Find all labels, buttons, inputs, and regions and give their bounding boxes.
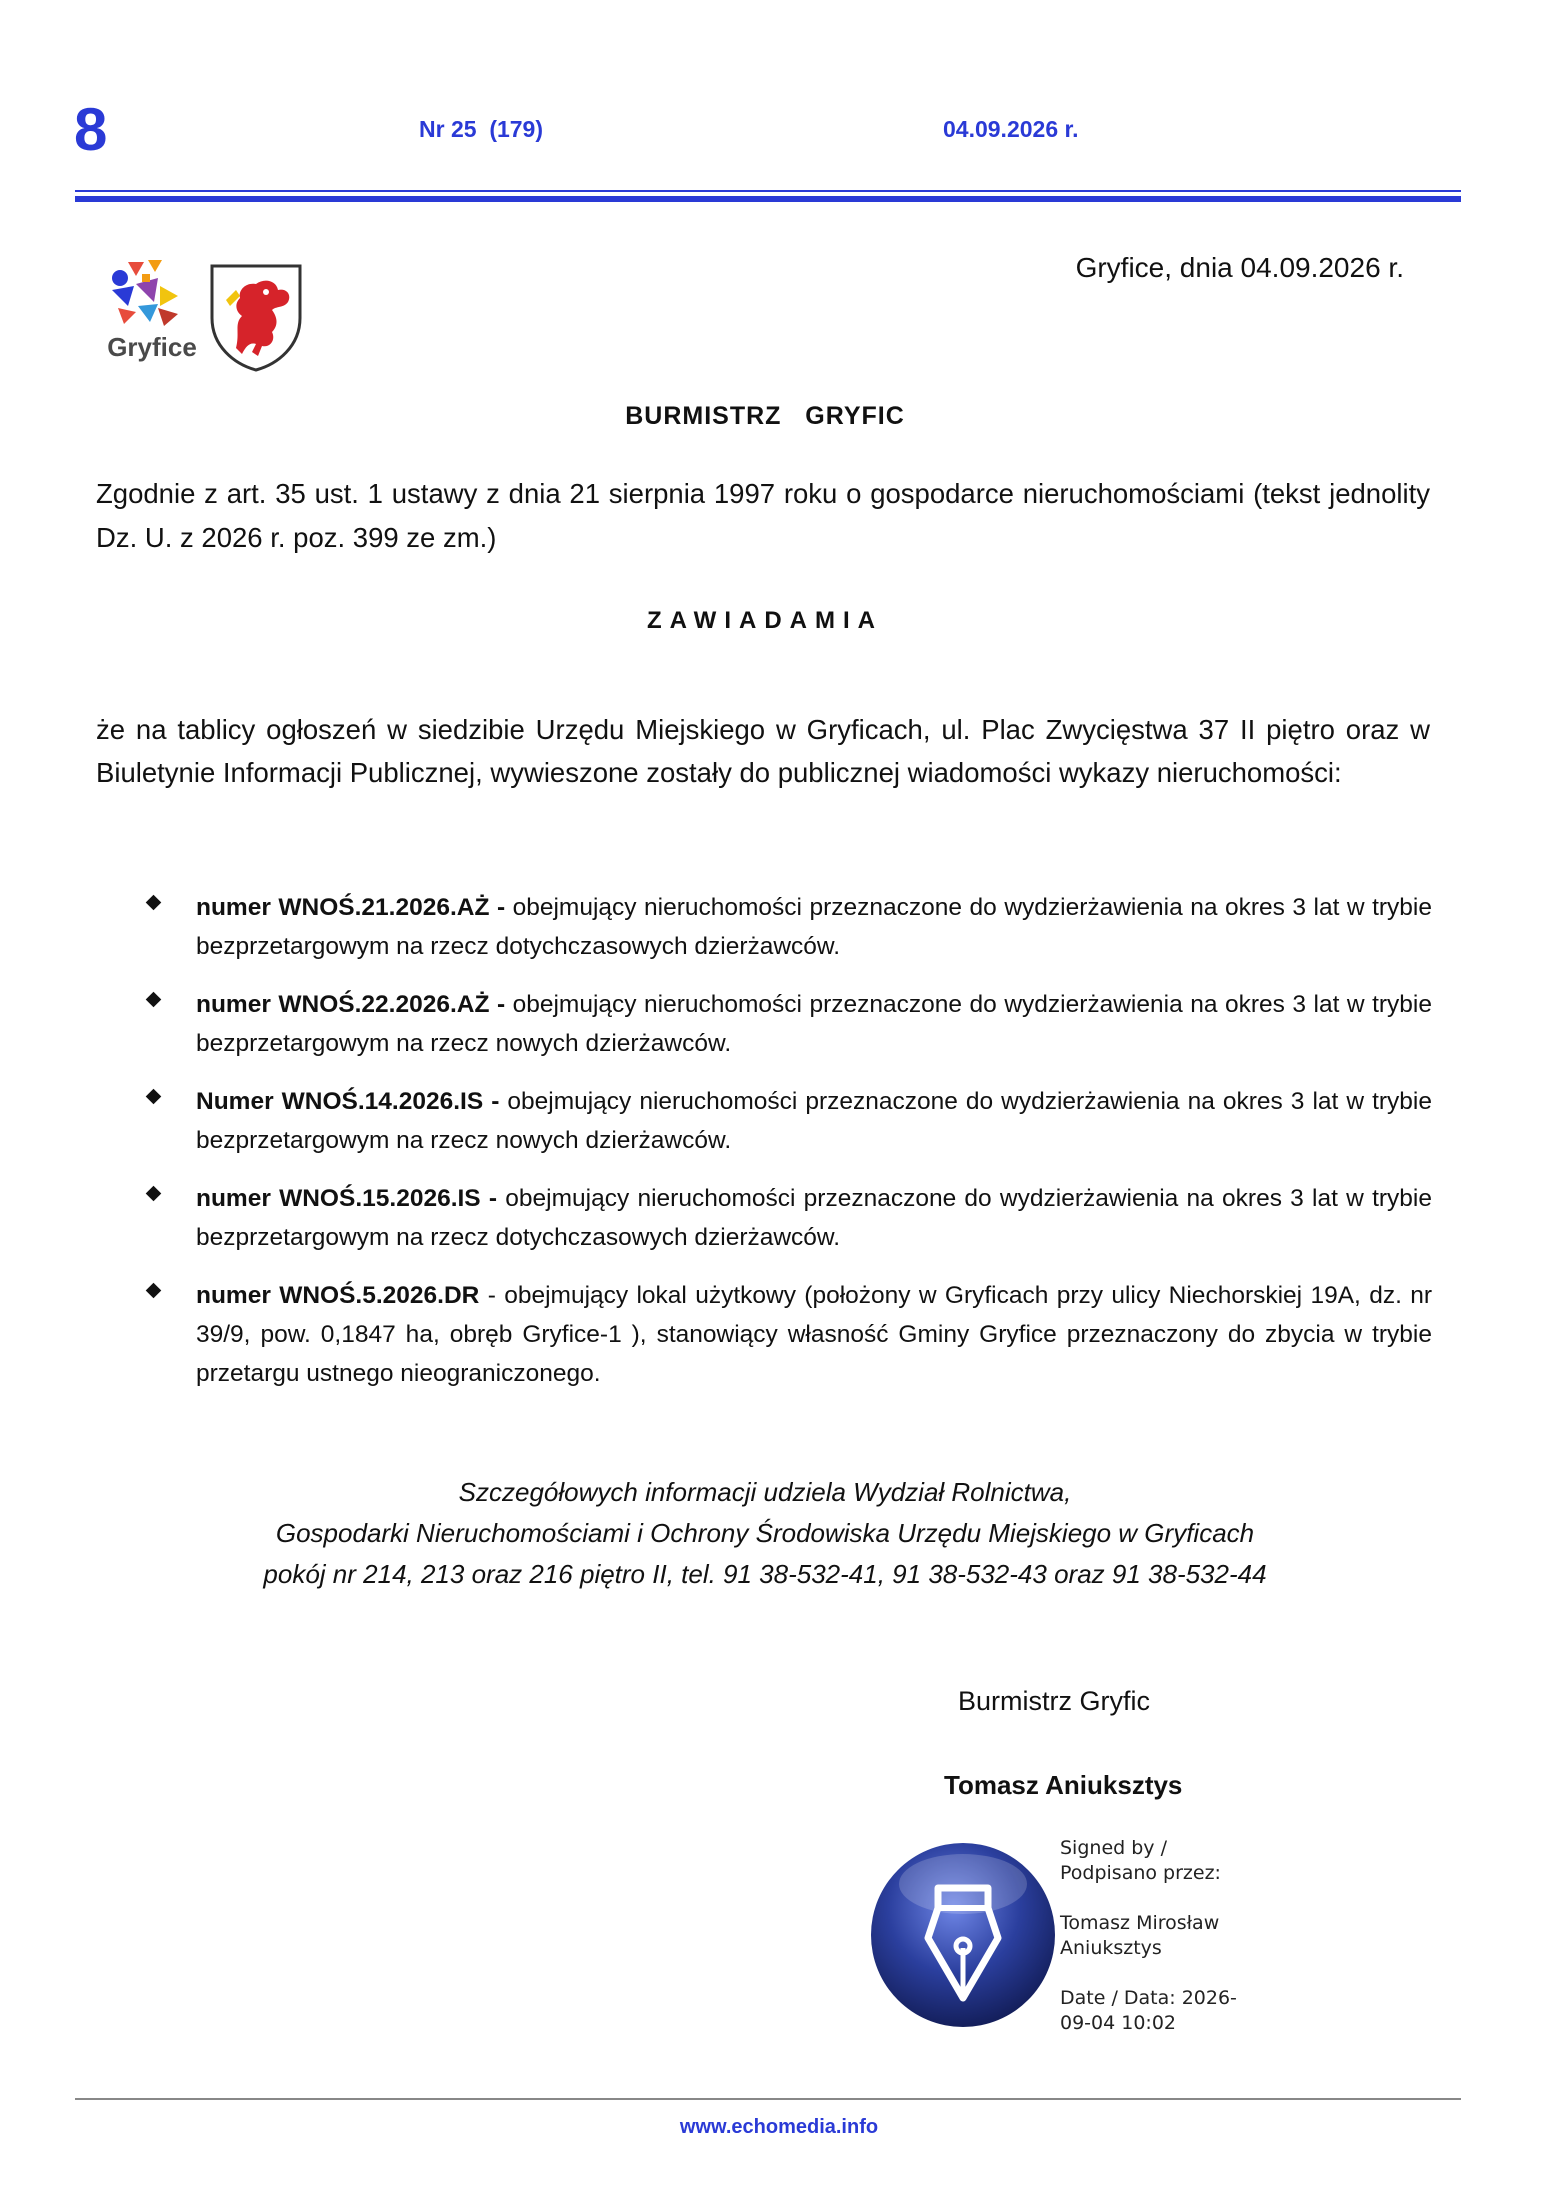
signer-role: Burmistrz Gryfic (958, 1686, 1150, 1716)
footer-website-link[interactable]: www.echomedia.info (679, 2116, 879, 2138)
legal-basis-paragraph: Zgodnie z art. 35 ust. 1 ustawy z dnia 21 sierpnia 1997 roku o gospodarce nieruchomościami (tekst jednolity Dz. U. z 2026 r. poz. 399 ze zm.) (96, 478, 1430, 553)
property-lists (146, 888, 1432, 1412)
list-item (146, 985, 1432, 1063)
signature-signed-by: Signed by / (1060, 1837, 1167, 1859)
page-number: 8 (74, 96, 108, 163)
diamond-bullet-icon (146, 992, 162, 1008)
gryfice-city-logo (98, 256, 206, 368)
signature-signed-by: Podpisano przez: (1060, 1862, 1221, 1884)
contact-info-line: pokój nr 214, 213 oraz 216 piętro II, tel. 91 38-532-41, 91 38-532-43 oraz 91 38-532-44 (263, 1559, 1267, 1589)
diamond-bullet-icon (146, 1089, 162, 1105)
header-rule-thick (75, 196, 1461, 202)
list-item-ref: Numer WNOŚ.14.2026.IS - (196, 1088, 500, 1115)
authority-heading: BURMISTRZ GRYFIC (625, 402, 905, 430)
contact-info-line: Gospodarki Nieruchomościami i Ochrony Środowiska Urzędu Miejskiego w Gryficach (275, 1518, 1255, 1548)
list-item-ref: numer WNOŚ.21.2026.AŻ - (196, 894, 506, 921)
griffin-icon (206, 260, 306, 372)
list-item-ref: numer WNOŚ.5.2026.DR (196, 1282, 480, 1309)
announcement-body: że na tablicy ogłoszeń w siedzibie Urzędu Miejskiego w Gryficach, ul. Plac Zwycięstwa 37 II piętro oraz w Biuletynie Informacji Publicznej, wywieszone zostały do publicznej wiadomości wykazy nieruchomości: (96, 714, 1430, 788)
fountain-pen-nib-icon (866, 1838, 1060, 2032)
city-logo-text: Gryfice (107, 332, 197, 362)
signature-details (1060, 1836, 1237, 2036)
list-item (146, 1082, 1432, 1160)
list-item (146, 1179, 1432, 1257)
list-item (146, 1276, 1432, 1393)
signature-date: 09-04 10:02 (1060, 2012, 1177, 2034)
list-item-text: - obejmujący lokal użytkowy (położony w Gryficach przy ulicy Niechorskiej 19A, dz. nr 39/9, pow. 0,1847 ha, obręb Gryfice-1 ), stanowiący własność Gminy Gryfice przeznaczony do zbycia w trybie przetargu ustnego nieograniczonego. (196, 1282, 1432, 1387)
contact-info-line: Szczegółowych informacji udziela Wydział Rolnictwa, (458, 1477, 1072, 1507)
issue-date: 04.09.2026 r. (943, 116, 1079, 142)
contact-info (0, 1472, 1530, 1595)
list-item-text: obejmujący nieruchomości przeznaczone do wydzierżawienia na okres 3 lat w trybie bezprzetargowym na rzecz nowych dzierżawców. (196, 991, 1432, 1057)
coat-of-arms (206, 260, 306, 372)
list-item (146, 888, 1432, 966)
list-item-text: obejmujący nieruchomości przeznaczone do wydzierżawienia na okres 3 lat w trybie bezprzetargowym na rzecz dotychczasowych dzierżawców. (196, 1185, 1433, 1251)
place-and-date: Gryfice, dnia 04.09.2026 r. (1075, 252, 1404, 283)
diamond-bullet-icon (146, 895, 162, 911)
issue-number: Nr 25 (179) (419, 116, 544, 142)
signature-date: Date / Data: 2026- (1060, 1987, 1237, 2009)
diamond-bullet-icon (146, 1186, 162, 1202)
header-rule-thin (75, 190, 1461, 192)
list-item-ref: numer WNOŚ.22.2026.AŻ - (196, 991, 506, 1018)
footer-rule (75, 2098, 1461, 2100)
diamond-bullet-icon (146, 1283, 162, 1299)
announcement-heading: ZAWIADAMIA (647, 607, 883, 634)
signature-signer: Aniuksztys (1060, 1937, 1162, 1959)
signer-name: Tomasz Aniuksztys (944, 1770, 1183, 1800)
list-item-text: obejmujący nieruchomości przeznaczone do wydzierżawienia na okres 3 lat w trybie bezprzetargowym na rzecz nowych dzierżawców. (196, 1088, 1432, 1154)
list-item-ref: numer WNOŚ.15.2026.IS - (196, 1185, 498, 1212)
signature-signer: Tomasz Mirosław (1060, 1912, 1220, 1934)
list-item-text: obejmujący nieruchomości przeznaczone do wydzierżawienia na okres 3 lat w trybie bezprzetargowym na rzecz dotychczasowych dzierżawców. (196, 894, 1432, 960)
